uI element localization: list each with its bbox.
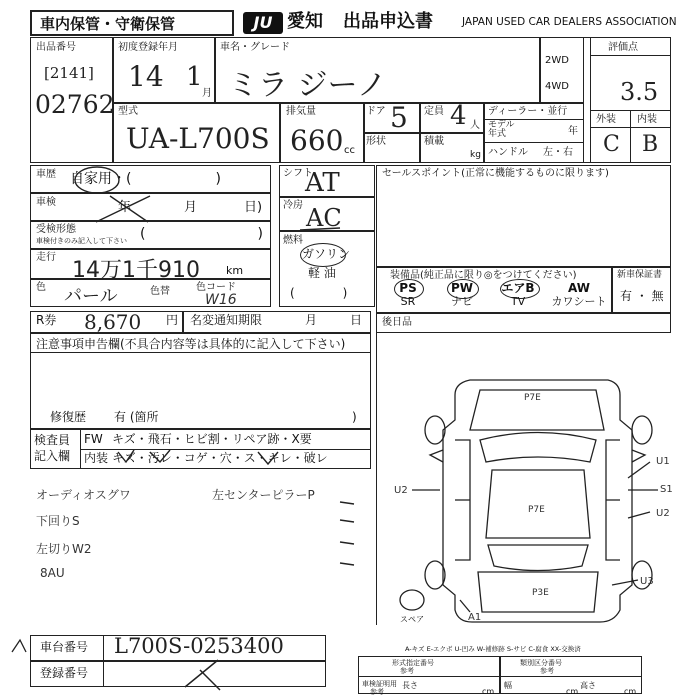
color-value: パール [64, 286, 118, 307]
chassis-value: L700S-0253400 [114, 634, 284, 658]
lot-sub-number: [2141] [44, 64, 94, 82]
history-value: 自家用・( ) [70, 171, 221, 187]
load-unit: kg [470, 150, 481, 160]
history-label: 車歴 [36, 169, 56, 180]
equipment-pw: PW [450, 281, 474, 295]
dealer-label: ディーラー・並行 [488, 106, 568, 117]
cert-label: 車検証明用 [362, 680, 397, 688]
model-designation-ref: 参考 [400, 667, 414, 675]
mark-bottom: A1 [468, 612, 482, 623]
shaken-year-unit: 年 [118, 200, 132, 215]
model-year-label: モデル 年式 [488, 120, 515, 139]
spare-label: スペア [400, 615, 424, 624]
interior-value: B [642, 132, 659, 157]
form-title: 出品申込書 [343, 11, 433, 32]
notes-dash-3 [340, 542, 354, 544]
acceptance-value: ( ) [140, 226, 263, 242]
drive-2wd: 2WD [545, 55, 569, 66]
inspector-check-3 [258, 452, 278, 464]
repair-label: 修復歴 [50, 410, 87, 424]
repair-value: 有 (箇所 [114, 410, 159, 424]
mark-left: U2 [394, 485, 408, 496]
history-private-circle [75, 167, 119, 193]
acceptance-note: 車検付きのみ記入して下さい [36, 237, 127, 245]
model-name-value: ミラ ジーノ [228, 68, 387, 103]
inspector-label-1: 検査員 [34, 433, 71, 447]
org-name: 愛知 [287, 11, 323, 32]
registration-no-label: 登録番号 [40, 666, 89, 680]
color-code-value: W16 [205, 292, 237, 308]
type-value: UA-L700S [126, 122, 270, 155]
recycle-value: 8,670 [84, 310, 142, 334]
tax-label: 名変通知期限 [190, 313, 263, 327]
damage-legend: A-キズ E-エクボ U-凹み W-補修跡 S-サビ C-腐食 XX-交換済 [405, 645, 581, 653]
inspector-row1-head: FW [84, 432, 103, 446]
rear-seat-label: 後日品 [382, 317, 412, 328]
shift-label: シフト [283, 168, 313, 179]
displacement-label: 排気量 [286, 106, 316, 117]
warranty-label: 新車保証書 [617, 270, 663, 280]
mark-rear: P3E [532, 588, 549, 598]
displacement-value: 660 [290, 124, 344, 157]
notes-dash-4 [340, 563, 354, 565]
mark-bottom-right: U3 [640, 576, 654, 587]
color-code-label: 色コード [196, 282, 236, 293]
association-name: JAPAN USED CAR DEALERS ASSOCIATION [462, 16, 677, 28]
capacity-label: 定員 [424, 106, 444, 117]
lot-number: 02762 [35, 90, 115, 119]
shaken-label: 車検 [36, 197, 56, 208]
acceptance-label: 受検形態 [36, 224, 76, 235]
notes-label: 注意事項申告欄(不具合内容等は具体的に記入して下さい) [36, 337, 346, 351]
inspector-check-1 [118, 450, 134, 462]
mark-middle: P7E [528, 505, 545, 515]
registration-month-unit: 月 [202, 88, 212, 99]
inspector-row2-head: 内装 [84, 451, 109, 465]
mileage-value: 14万1千910 [72, 258, 200, 283]
shaken-month-unit: 月 [184, 200, 198, 215]
equipment-airbag: エアB [501, 281, 535, 295]
mark-right-2: S1 [660, 484, 673, 495]
doors-label: ドア [366, 106, 386, 117]
capacity-unit: 人 [470, 120, 480, 131]
fuel-gasoline: ガソリン [302, 247, 351, 261]
tax-month: 月 [305, 313, 318, 327]
model-name-label: 車名・グレード [220, 42, 290, 53]
equipment-sr: SR [400, 295, 416, 308]
mark-front: P7E [524, 393, 541, 403]
inspector-check-2 [150, 450, 170, 462]
note-left-cut: 左切りW2 [36, 542, 92, 556]
equipment-tv: TV [510, 295, 526, 308]
recycle-label: R券 [36, 313, 57, 327]
equipment-aw: AW [568, 281, 590, 295]
width-label: 幅 [504, 681, 512, 690]
aircon-label: 冷房 [283, 200, 303, 211]
mileage-label: 走行 [36, 252, 56, 263]
year-unit: 年 [568, 126, 578, 137]
note-underbody: 下回りS [36, 514, 80, 528]
note-pillar: 左センターピラーP [212, 488, 315, 502]
capacity-value: 4 [450, 101, 467, 131]
notes-dash-2 [340, 520, 354, 522]
interior-label: 内装 [637, 114, 657, 125]
height-label: 高さ [580, 681, 596, 690]
fuel-diesel: 軽 油 [308, 266, 336, 280]
shaken-day-unit: 日) [244, 200, 263, 215]
fuel-other: ( ) [290, 286, 348, 300]
fuel-label: 燃料 [283, 235, 303, 246]
note-8au: 8AU [40, 566, 65, 580]
score-value: 3.5 [620, 78, 659, 106]
note-audio: オーディオスグワ [36, 488, 131, 502]
mark-right-3: U2 [656, 508, 670, 519]
repair-close: ) [352, 410, 357, 424]
handle-label: ハンドル [488, 147, 528, 158]
mark-right-1: U1 [656, 456, 670, 467]
sales-point-label: セールスポイント(正常に機能するものに限ります) [382, 168, 609, 179]
registration-month: 1 [186, 62, 203, 92]
width-unit: cm [566, 687, 579, 696]
inspector-row1: キズ・飛石・ヒビ割・リペア跡・X要 [112, 432, 312, 446]
aircon-value: AC [306, 204, 342, 232]
tax-day: 日 [350, 313, 363, 327]
exterior-label: 外装 [596, 114, 616, 125]
equipment-label: 装備品(純正品に限り◎をつけてください) [390, 270, 577, 281]
score-label: 評価点 [608, 42, 638, 53]
lot-label: 出品番号 [36, 42, 76, 53]
class-number-ref: 参考 [540, 667, 554, 675]
mileage-unit: km [226, 264, 244, 277]
model-designation-label: 形式指定番号 [392, 659, 434, 667]
shaken-strike [96, 196, 150, 222]
type-label: 型式 [118, 106, 138, 117]
aircon-underline [300, 228, 340, 230]
doors-value: 5 [390, 101, 408, 134]
inspector-label-2: 記入欄 [34, 449, 71, 463]
equipment-ps: PS [399, 281, 417, 295]
shape-label: 形状 [366, 136, 386, 147]
repaint-label: 色替 [150, 286, 170, 297]
registration-year: 14 [128, 60, 164, 93]
displacement-unit: cc [344, 145, 355, 156]
equipment-seat: カワシート [551, 295, 607, 308]
height-unit: cm [624, 687, 637, 696]
cert-ref: 参考 [370, 688, 384, 696]
shift-value: AT [305, 168, 340, 198]
handle-options: 左・右 [543, 147, 573, 158]
recycle-unit: 円 [166, 313, 179, 327]
equipment-navi: ナビ [451, 295, 473, 308]
chassis-label: 車台番号 [40, 640, 89, 654]
class-number-label: 類別区分番号 [520, 659, 562, 667]
inspector-row2: キズ・汚レ・コゲ・穴・ス・キレ・破レ [112, 451, 328, 465]
notes-dash-1 [340, 502, 354, 504]
storage-title: 車内保管・守衛保管 [40, 15, 176, 33]
length-label: 長さ [402, 681, 418, 690]
ju-logo-text: JU [253, 13, 273, 32]
length-unit: cm [482, 687, 495, 696]
warranty-options: 有 ・ 無 [620, 289, 664, 303]
registration-label: 初度登録年月 [118, 42, 178, 53]
exterior-value: C [603, 132, 620, 157]
color-label: 色 [36, 282, 46, 293]
load-label: 積載 [424, 136, 444, 147]
drive-4wd: 4WD [545, 81, 569, 92]
